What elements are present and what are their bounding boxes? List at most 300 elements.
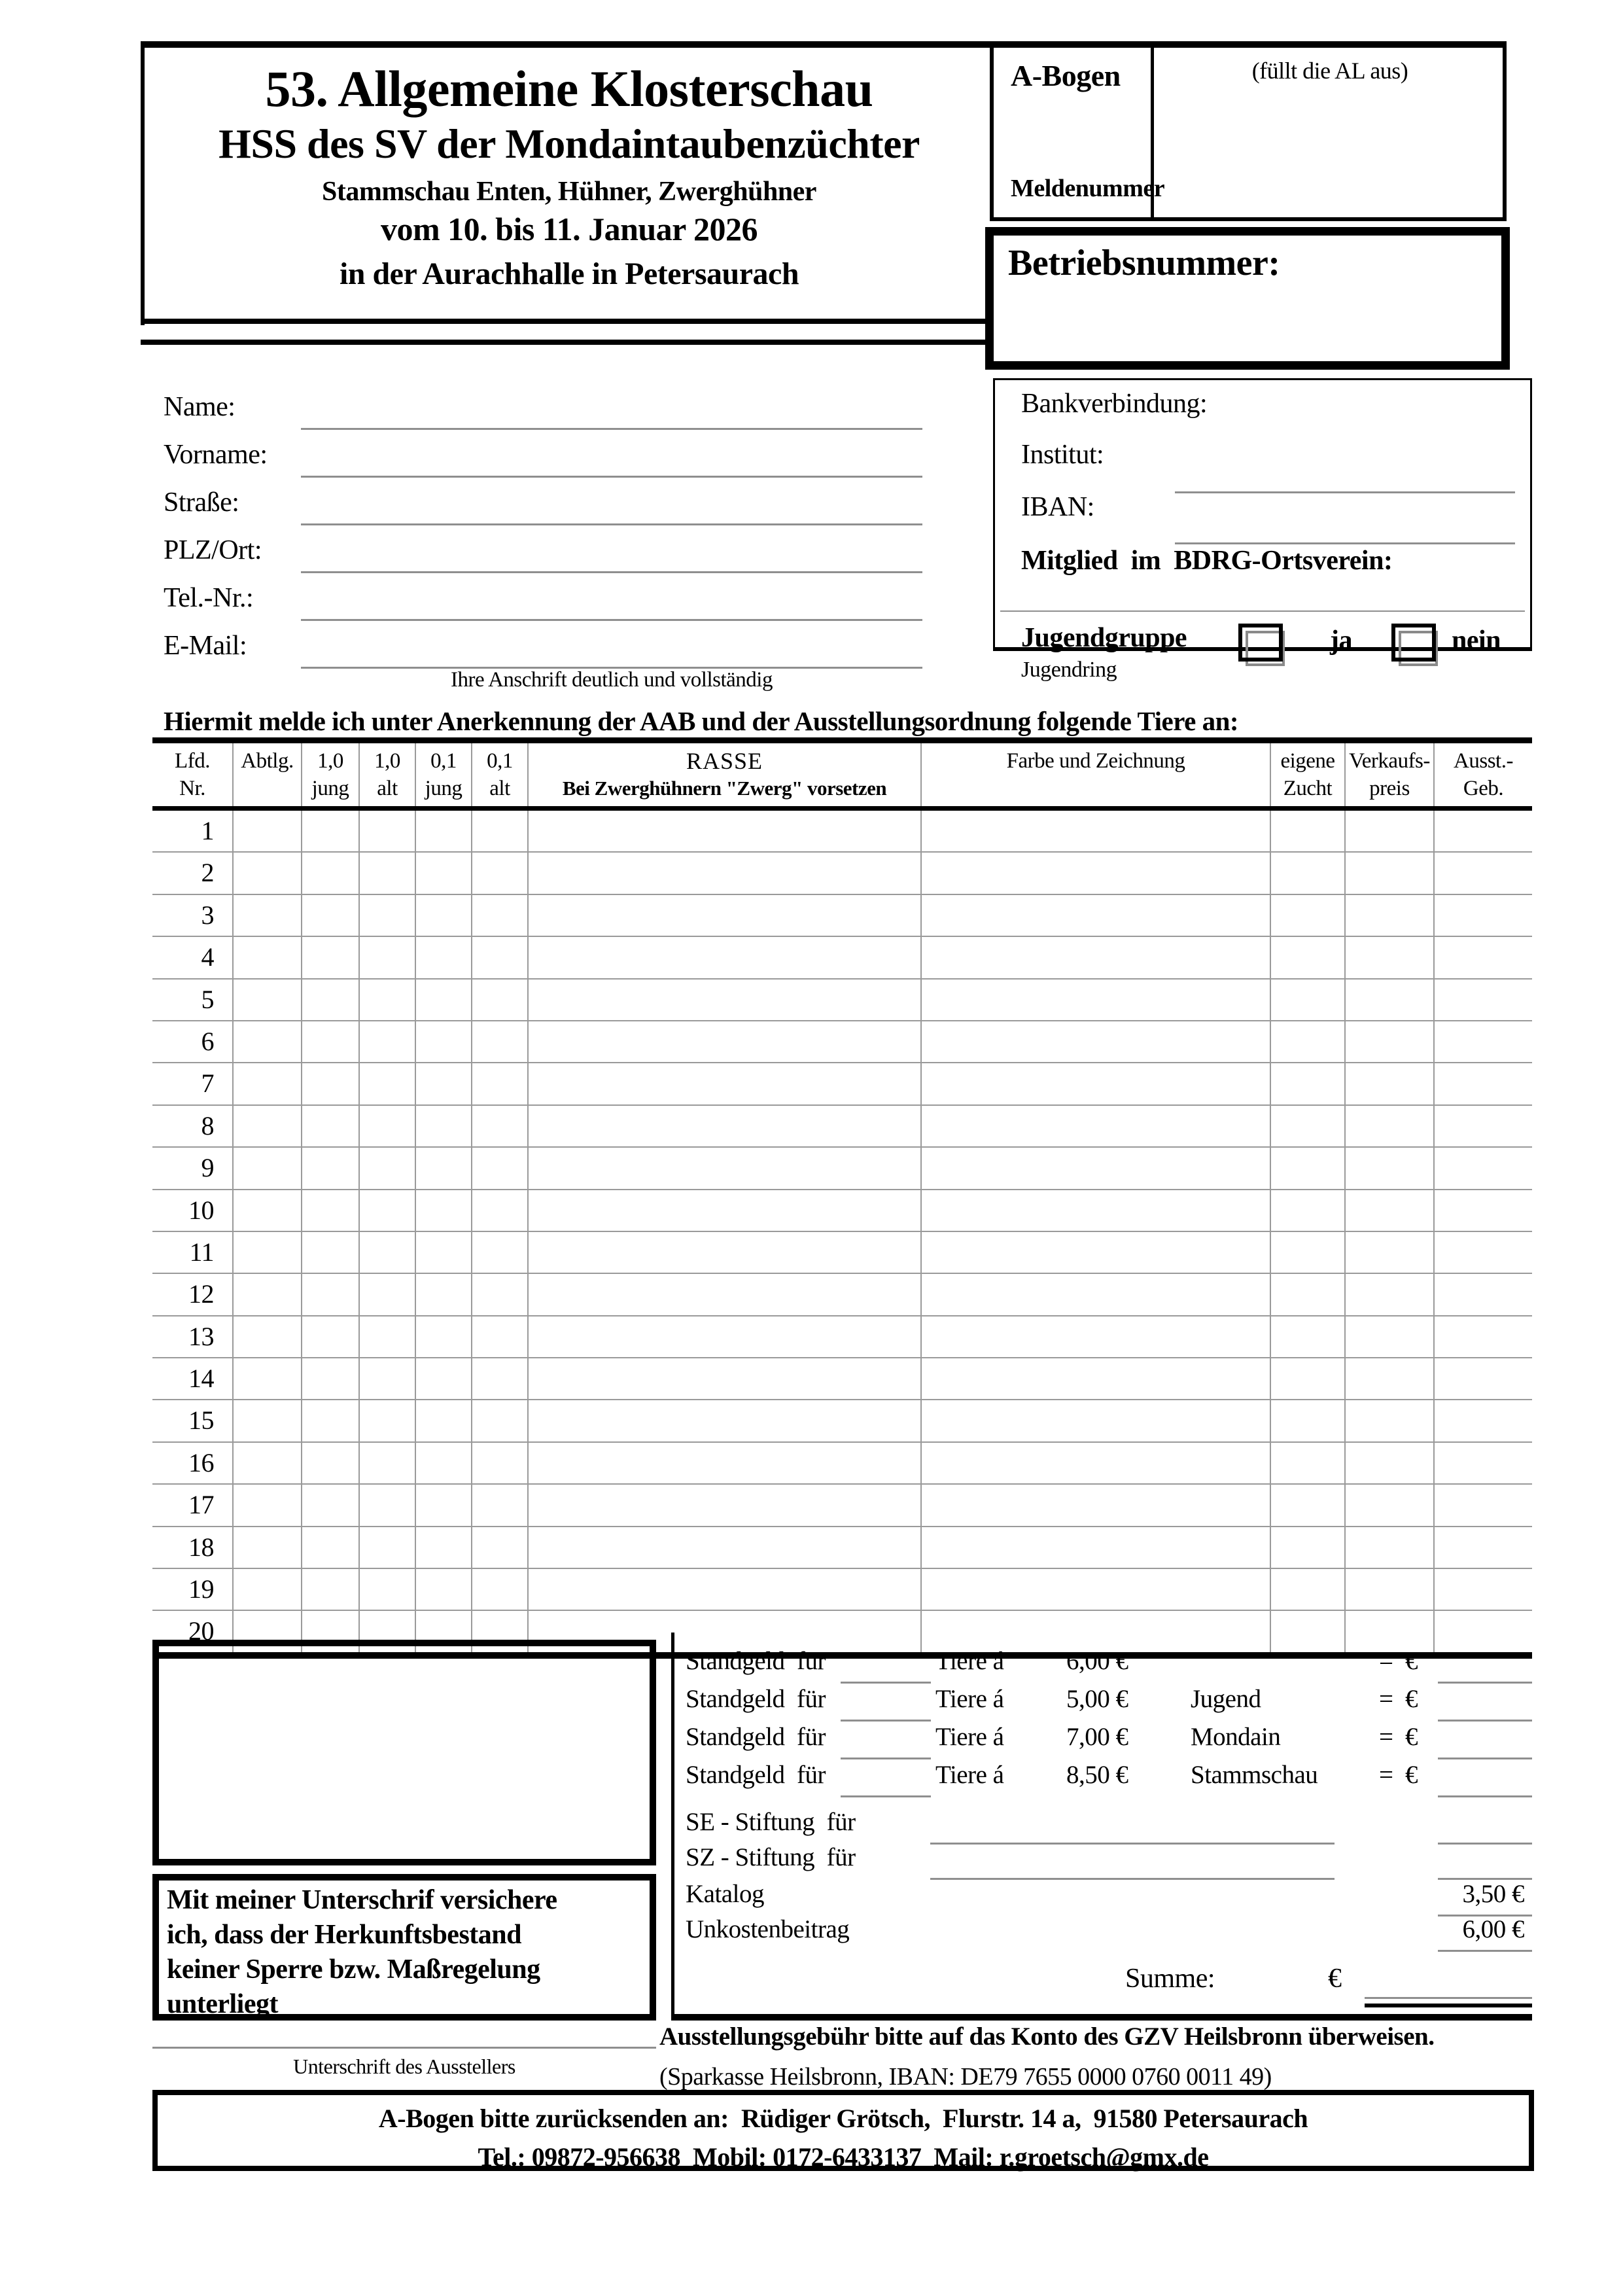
show-subtitle: HSS des SV der Mondaintaubenzüchter [218,120,920,167]
table-cell-empty[interactable] [1270,980,1344,1020]
table-cell-empty[interactable] [358,1274,415,1315]
table-cell-empty[interactable] [1433,1106,1532,1146]
table-cell-empty[interactable] [415,1527,471,1568]
table-cell-empty[interactable] [1270,1021,1344,1062]
table-cell-empty[interactable] [232,1274,301,1315]
row-number: 15 [188,1405,214,1436]
table-cell-empty[interactable] [527,1063,920,1104]
table-cell-empty[interactable] [1433,1569,1532,1610]
bdrg-member-label: Mitglied im BDRG-Ortsverein: [1021,546,1393,576]
jugendgruppe-yes-checkbox[interactable] [1238,624,1284,664]
column-header: Ausst.- Geb. [1433,743,1532,806]
betriebsnummer-label: Betriebsnummer: [1008,243,1280,283]
table-cell-empty[interactable] [358,811,415,851]
table-cell-empty[interactable] [527,853,920,893]
table-cell-empty[interactable] [1344,1021,1433,1062]
table-cell-empty[interactable] [1270,1527,1344,1568]
table-cell-empty[interactable] [358,1400,415,1441]
table-cell-empty[interactable] [527,1148,920,1188]
table-cell-empty[interactable] [415,811,471,851]
table-cell-empty[interactable] [1433,1316,1532,1357]
table-cell-empty[interactable] [527,1527,920,1568]
table-cell-empty[interactable] [1344,853,1433,893]
table-row [152,853,1532,894]
table-cell-empty[interactable] [415,1190,471,1231]
table-cell-empty[interactable] [415,1485,471,1525]
row-number: 20 [188,1616,214,1646]
table-cell-empty[interactable] [1270,1106,1344,1146]
sheet-info-box [990,41,1507,221]
table-cell-empty[interactable] [415,1021,471,1062]
table-cell-empty[interactable] [301,937,358,978]
table-cell-empty[interactable] [301,1569,358,1610]
table-cell-empty[interactable] [232,1232,301,1273]
table-cell-empty[interactable] [1344,1148,1433,1188]
bank-box-separator [1000,610,1525,612]
statement-line: Mit meiner Unterschrif versichere [167,1885,557,1915]
table-row [152,1569,1532,1611]
table-cell-empty[interactable] [415,1569,471,1610]
table-cell-empty[interactable] [358,1527,415,1568]
standgeld-category: Jugend [1191,1685,1261,1713]
row-number: 6 [201,1026,214,1056]
show-date: vom 10. bis 11. Januar 2026 [381,211,758,247]
table-cell-empty[interactable] [358,1190,415,1231]
table-cell-empty[interactable] [1433,1063,1532,1104]
table-cell-empty[interactable] [1344,1527,1433,1568]
table-row [152,1232,1532,1274]
table-cell-empty[interactable] [415,1063,471,1104]
title-separator-line-1 [141,319,990,324]
table-cell-empty[interactable] [358,1021,415,1062]
table-row [152,1358,1532,1400]
table-cell-empty[interactable] [1433,1148,1532,1188]
table-cell-empty[interactable] [471,895,527,936]
table-cell-empty[interactable] [301,1274,358,1315]
summe-input-line[interactable] [1365,1997,1532,1999]
table-cell-empty[interactable] [1344,980,1433,1020]
se-stiftung-input-line[interactable] [930,1843,1335,1845]
column-header: 1,0 alt [358,743,415,806]
tel-nr-input-line[interactable] [301,619,922,621]
standgeld-count-input-line[interactable] [841,1795,931,1797]
table-cell-empty[interactable] [1344,1190,1433,1231]
table-cell-empty[interactable] [527,1569,920,1610]
table-cell-empty[interactable] [1433,1232,1532,1273]
table-cell-empty[interactable] [1433,853,1532,893]
row-number: 1 [201,816,214,845]
table-cell-empty[interactable] [471,1485,527,1525]
table-cell-empty[interactable] [301,1485,358,1525]
table-cell-empty[interactable] [920,1358,1270,1399]
meldenummer-label: Meldenummer [1011,175,1165,202]
table-cell-empty[interactable] [301,1400,358,1441]
table-cell-empty[interactable] [301,1106,358,1146]
table-cell-empty[interactable] [232,1569,301,1610]
signature-input-line[interactable] [152,2047,656,2049]
payment-instruction: Ausstellungsgebühr bitte auf das Konto des GZV Heilsbronn überweisen. [659,2022,1435,2051]
table-cell-empty[interactable] [1344,1485,1433,1525]
table-cell-empty[interactable] [1433,980,1532,1020]
table-cell-empty[interactable] [1344,895,1433,936]
table-cell-empty[interactable] [471,1274,527,1315]
row-number: 12 [188,1279,214,1309]
table-cell-empty[interactable] [232,895,301,936]
bank-details-box [993,378,1532,682]
se-stiftung-result-line[interactable] [1438,1843,1532,1845]
bank-title: Bankverbindung: [1021,389,1208,419]
table-cell-empty[interactable] [471,1527,527,1568]
plz-ort-input-line[interactable] [301,571,922,573]
table-cell-empty[interactable] [415,1148,471,1188]
standgeld-label: Standgeld für [686,1723,826,1751]
table-cell-empty[interactable] [527,937,920,978]
table-cell-empty[interactable] [415,1400,471,1441]
tiere-a-label: Tiere á [935,1685,1004,1713]
table-cell-empty[interactable] [527,1316,920,1357]
table-cell-empty[interactable] [527,895,920,936]
table-cell-empty[interactable] [301,1316,358,1357]
table-cell-empty[interactable] [1270,1443,1344,1483]
table-cell-empty[interactable] [232,1021,301,1062]
table-cell-empty[interactable] [920,1527,1270,1568]
table-cell-empty[interactable] [1344,1274,1433,1315]
table-cell-empty[interactable] [1270,1400,1344,1441]
iban-input-line[interactable] [1175,542,1515,544]
table-cell-empty[interactable] [920,1021,1270,1062]
table-cell-empty[interactable] [527,980,920,1020]
row-number: 10 [188,1195,214,1225]
table-cell-empty[interactable] [232,1063,301,1104]
table-cell-empty[interactable] [471,853,527,893]
table-cell-empty[interactable] [1270,1274,1344,1315]
bottom-section-divider [671,1633,674,2021]
table-cell-empty[interactable] [232,1527,301,1568]
table-cell-empty[interactable] [1270,1190,1344,1231]
table-cell-empty[interactable] [232,853,301,893]
table-cell-empty[interactable] [920,1569,1270,1610]
table-row [152,1485,1532,1527]
table-cell-empty[interactable] [1270,811,1344,851]
table-cell-empty[interactable] [471,980,527,1020]
table-cell-empty[interactable] [301,811,358,851]
standgeld-result-input-line[interactable] [1438,1682,1532,1684]
table-cell-empty[interactable] [920,1232,1270,1273]
table-cell-empty[interactable] [415,937,471,978]
table-cell-empty[interactable] [920,1443,1270,1483]
table-cell-empty[interactable] [301,980,358,1020]
standgeld-count-input-line[interactable] [841,1757,931,1759]
table-cell-empty[interactable] [1270,1232,1344,1273]
signature-caption: Unterschrift des Ausstellers [293,2055,515,2078]
statement-line: ich, dass der Herkunftsbestand [167,1920,521,1950]
table-cell-empty[interactable] [527,1358,920,1399]
table-cell-empty[interactable] [358,980,415,1020]
standgeld-result-input-line[interactable] [1438,1720,1532,1722]
table-cell-empty[interactable] [358,1063,415,1104]
table-cell-empty[interactable] [301,895,358,936]
statement-line: keiner Sperre bzw. Maßregelung [167,1954,540,1985]
table-header-row [152,743,1532,811]
table-cell-empty[interactable] [232,1106,301,1146]
betriebsnummer-box[interactable] [985,227,1510,370]
table-cell-empty[interactable] [471,1569,527,1610]
table-cell-empty[interactable] [301,1232,358,1273]
standgeld-price: 6,00 € [1066,1647,1128,1675]
table-cell-empty[interactable] [358,1316,415,1357]
table-cell-empty[interactable] [358,1358,415,1399]
table-cell-empty[interactable] [1344,1316,1433,1357]
table-cell-empty[interactable] [1270,1485,1344,1525]
table-cell-empty[interactable] [1433,1611,1532,1651]
row-number: 13 [188,1321,214,1351]
table-cell-empty[interactable] [471,811,527,851]
table-cell-empty[interactable] [471,1316,527,1357]
table-cell-empty[interactable] [1270,895,1344,936]
table-cell-empty[interactable] [301,1358,358,1399]
table-cell-empty[interactable] [232,1358,301,1399]
table-cell-empty[interactable] [920,1400,1270,1441]
table-cell-empty[interactable] [358,1148,415,1188]
table-cell-empty[interactable] [471,937,527,978]
table-cell-empty[interactable] [1344,1232,1433,1273]
table-cell-empty[interactable] [1344,1358,1433,1399]
equals-euro-label: = € [1379,1761,1418,1789]
table-cell-empty[interactable] [920,853,1270,893]
table-cell-empty[interactable] [527,1021,920,1062]
table-cell-empty[interactable] [920,1106,1270,1146]
table-cell-empty[interactable] [301,1148,358,1188]
standgeld-count-input-line[interactable] [841,1682,931,1684]
table-cell-empty[interactable] [415,1443,471,1483]
table-cell-empty[interactable] [1270,1569,1344,1610]
table-cell-empty[interactable] [1433,1274,1532,1315]
table-cell-empty[interactable] [301,1063,358,1104]
table-cell-empty[interactable] [301,1190,358,1231]
strasse-label: Straße: [164,487,239,518]
table-cell-empty[interactable] [1270,1358,1344,1399]
table-cell-empty[interactable] [358,1443,415,1483]
table-cell-empty[interactable] [1270,853,1344,893]
table-cell-empty[interactable] [358,1232,415,1273]
table-cell-empty[interactable] [920,1190,1270,1231]
payment-bank-details: (Sparkasse Heilsbronn, IBAN: DE79 7655 0000 0760 0011 49) [659,2063,1272,2091]
table-cell-empty[interactable] [232,1443,301,1483]
table-cell-empty[interactable] [1433,811,1532,851]
table-cell-empty[interactable] [1344,1443,1433,1483]
table-cell-empty[interactable] [471,1148,527,1188]
table-cell-empty[interactable] [232,1485,301,1525]
jugendring-label: Jugendring [1021,658,1117,682]
column-header: eigene Zucht [1270,743,1344,806]
row-number: 3 [201,900,214,930]
table-cell-empty[interactable] [1270,937,1344,978]
table-cell-empty[interactable] [1433,937,1532,978]
show-categories: Stammschau Enten, Hühner, Zwerghühner [322,177,816,207]
name-label: Name: [164,392,236,422]
table-cell-empty[interactable] [358,1569,415,1610]
table-cell-empty[interactable] [527,1274,920,1315]
table-cell-empty[interactable] [232,1190,301,1231]
table-cell-empty[interactable] [920,811,1270,851]
row-number: 8 [201,1110,214,1140]
table-row [152,1316,1532,1358]
table-cell-empty[interactable] [527,1485,920,1525]
table-cell-empty[interactable] [1433,1021,1532,1062]
plz-ort-label: PLZ/Ort: [164,535,262,565]
table-cell-empty[interactable] [415,1358,471,1399]
table-cell-empty[interactable] [415,853,471,893]
sheet-type-label: A-Bogen [1011,59,1121,92]
table-cell-empty[interactable] [1433,1400,1532,1441]
standgeld-result-input-line[interactable] [1438,1795,1532,1797]
table-cell-empty[interactable] [527,1106,920,1146]
official-use-box [152,1640,656,1865]
table-cell-empty[interactable] [920,1316,1270,1357]
column-header: 0,1 alt [471,743,527,806]
sz-stiftung-input-line[interactable] [930,1878,1335,1880]
standgeld-price: 5,00 € [1066,1685,1128,1713]
table-cell-empty[interactable] [415,1316,471,1357]
vorname-input-line[interactable] [301,476,922,478]
row-number: 9 [201,1153,214,1183]
return-address: A-Bogen bitte zurücksenden an: Rüdiger Grötsch, Flurstr. 14 a, 91580 Petersaurach [378,2104,1308,2133]
unkostenbeitrag-result-line[interactable] [1438,1950,1532,1952]
standgeld-count-input-line[interactable] [841,1720,931,1722]
table-cell-empty[interactable] [232,1400,301,1441]
yes-label: ja [1330,626,1352,656]
institut-label: Institut: [1021,440,1104,470]
table-cell-empty[interactable] [920,1063,1270,1104]
table-cell-empty[interactable] [1433,1485,1532,1525]
se-stiftung-label: SE - Stiftung für [686,1808,856,1836]
table-cell-empty[interactable] [471,1400,527,1441]
tiere-a-label: Tiere á [935,1647,1004,1675]
vorname-label: Vorname: [164,440,268,470]
jugendgruppe-label: Jugendgruppe [1021,623,1187,653]
summe-currency: € [1328,1964,1342,1994]
email-label: E-Mail: [164,631,247,661]
table-cell-empty[interactable] [1433,1527,1532,1568]
unkostenbeitrag-label: Unkostenbeitrag [686,1915,850,1943]
table-cell-empty[interactable] [1344,811,1433,851]
no-label: nein [1452,626,1501,656]
table-cell-empty[interactable] [920,895,1270,936]
table-cell-empty[interactable] [232,980,301,1020]
table-cell-empty[interactable] [1344,1106,1433,1146]
row-number: 7 [201,1069,214,1099]
table-cell-empty[interactable] [301,1021,358,1062]
meldenummer-value-area[interactable] [1157,100,1503,217]
table-cell-empty[interactable] [232,811,301,851]
table-cell-empty[interactable] [527,1232,920,1273]
filled-by-al-note: (füllt die AL aus) [1251,58,1408,84]
table-cell-empty[interactable] [415,1232,471,1273]
table-cell-empty[interactable] [1344,1400,1433,1441]
table-row [152,937,1532,979]
table-cell-empty[interactable] [232,1148,301,1188]
table-cell-empty[interactable] [1433,1358,1532,1399]
standgeld-price: 8,50 € [1066,1761,1128,1789]
iban-label: IBAN: [1021,492,1094,522]
standgeld-result-input-line[interactable] [1438,1757,1532,1759]
animal-registration-table [152,737,1532,1659]
table-row [152,1021,1532,1063]
table-cell-empty[interactable] [1270,1063,1344,1104]
table-cell-empty[interactable] [358,1106,415,1146]
institut-input-line[interactable] [1175,491,1515,493]
table-cell-empty[interactable] [527,1190,920,1231]
standgeld-category: Stammschau [1191,1761,1318,1789]
table-cell-empty[interactable] [471,1232,527,1273]
table-row [152,1274,1532,1316]
name-input-line[interactable] [301,428,922,430]
table-cell-empty[interactable] [471,1106,527,1146]
table-cell-empty[interactable] [415,980,471,1020]
table-cell-empty[interactable] [471,1358,527,1399]
table-cell-empty[interactable] [1344,1063,1433,1104]
table-cell-empty[interactable] [527,1443,920,1483]
table-row [152,1190,1532,1232]
table-cell-empty[interactable] [232,937,301,978]
table-cell-empty[interactable] [471,1063,527,1104]
table-cell-empty[interactable] [301,853,358,893]
table-cell-empty[interactable] [471,1021,527,1062]
table-cell-empty[interactable] [527,1400,920,1441]
table-cell-empty[interactable] [358,1485,415,1525]
equals-euro-label: = € [1379,1723,1418,1751]
table-cell-empty[interactable] [1344,937,1433,978]
table-cell-empty[interactable] [232,1316,301,1357]
table-cell-empty[interactable] [301,1443,358,1483]
table-cell-empty[interactable] [301,1527,358,1568]
table-cell-empty[interactable] [358,853,415,893]
table-cell-empty[interactable] [415,1274,471,1315]
table-row [152,1148,1532,1190]
table-cell-empty[interactable] [358,895,415,936]
strasse-input-line[interactable] [301,523,922,525]
row-number: 11 [189,1237,214,1267]
table-cell-empty[interactable] [471,1443,527,1483]
table-cell-empty[interactable] [920,1485,1270,1525]
table-cell-empty[interactable] [358,937,415,978]
table-cell-empty[interactable] [920,1148,1270,1188]
table-cell-empty[interactable] [1344,1569,1433,1610]
table-cell-empty[interactable] [920,1274,1270,1315]
show-title-box [141,41,994,325]
table-cell-empty[interactable] [920,980,1270,1020]
column-header: Abtlg. [232,743,301,806]
table-cell-empty[interactable] [1270,1316,1344,1357]
table-cell-empty[interactable] [920,937,1270,978]
table-cell-empty[interactable] [1433,1443,1532,1483]
table-cell-empty[interactable] [1433,895,1532,936]
table-cell-empty[interactable] [527,811,920,851]
jugendgruppe-no-checkbox[interactable] [1391,624,1437,664]
equals-euro-label: = € [1379,1685,1418,1713]
table-cell-empty[interactable] [1270,1148,1344,1188]
origin-statement-box [152,1874,656,2021]
row-number: 5 [201,984,214,1014]
table-cell-empty[interactable] [415,1106,471,1146]
return-address-box [152,2090,1534,2171]
unkostenbeitrag-price: 6,00 € [1462,1915,1524,1943]
table-cell-empty[interactable] [471,1190,527,1231]
table-cell-empty[interactable] [415,895,471,936]
table-cell-empty[interactable] [1270,1611,1344,1651]
table-cell-empty[interactable] [1433,1190,1532,1231]
row-number: 16 [188,1447,214,1477]
